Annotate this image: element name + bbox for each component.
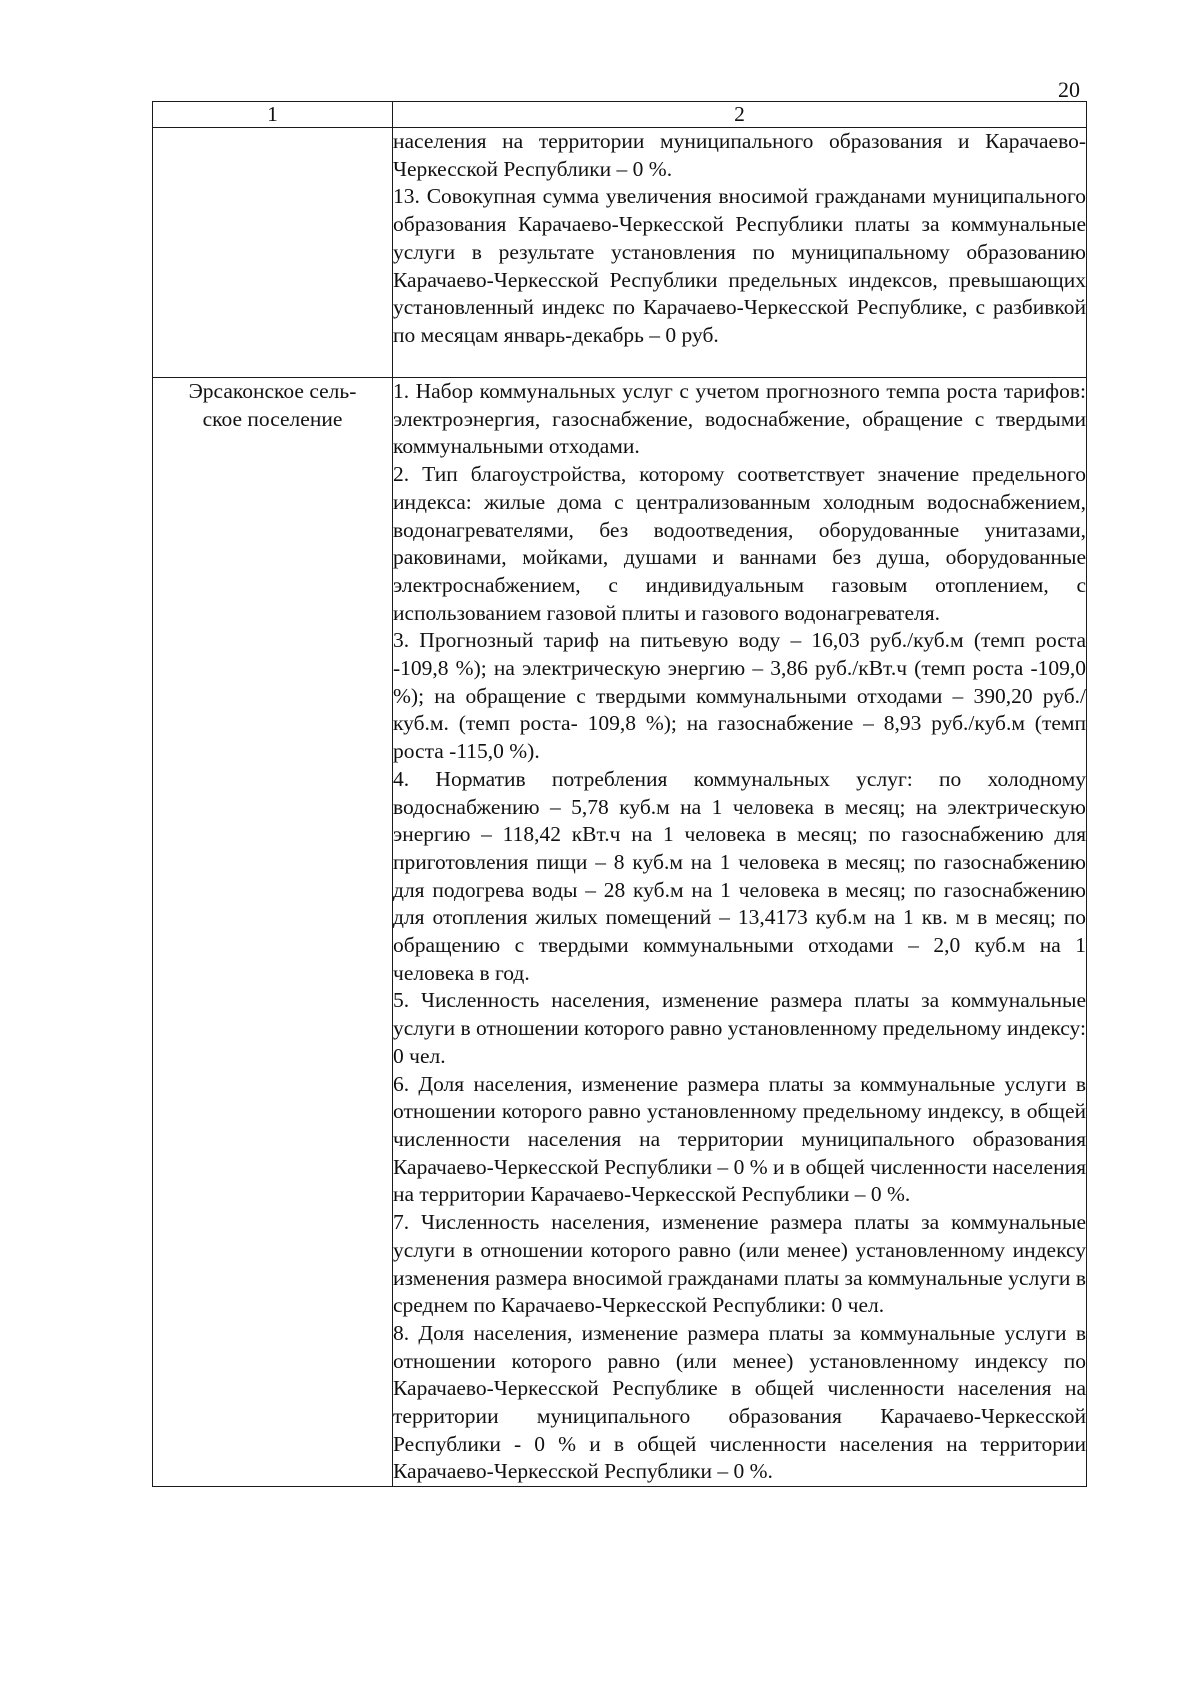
- paragraph-item-5: 5. Численность населения, изменение размера платы за коммунальные услуги в отношении которого равно установленному предельному индексу: 0 чел.: [393, 988, 1086, 1068]
- table-row: [153, 128, 1087, 378]
- municipality-cell: [153, 128, 393, 378]
- column-header-2: 2: [393, 102, 1087, 128]
- paragraph-item-13: 13. Совокупная сумма увеличения вносимой гражданами муниципального образования Карачаево-Черкесской Республики платы за коммунальные услуги в результате установления по муниципальному образованию Карачаево-Черкесской Республики предельных индексов, превышающих установленный индекс по Карачаево-Черкесской Республике, с разбивкой по месяцам январь-декабрь – 0 руб.: [393, 184, 1086, 347]
- page-number: 20: [1058, 77, 1080, 102]
- paragraph-item-7: 7. Численность населения, изменение размера платы за коммунальные услуги в отношении которого равно (или менее) установленному индексу изменения размера вносимой гражданами платы за коммунальные услуги в среднем по Карачаево-Черкесской Республики: 0 чел.: [393, 1210, 1086, 1318]
- paragraph-item-4: 4. Норматив потребления коммунальных услуг: по холодному водоснабжению – 5,78 куб.м на 1 человека в месяц; на электрическую энергию – 118,42 кВт.ч на 1 человека в месяц; по газоснабжению для приготовления пищи – 8 куб.м на 1 человека в месяц; по газоснабжению для подогрева воды – 28 куб.м на 1 человека в месяц; по газоснабжению для отопления жилых помещений – 13,4173 куб.м на 1 кв. м в месяц; по обращению с твердыми коммунальными отходами – 2,0 куб.м на 1 человека в год.: [393, 766, 1086, 985]
- column-header-1: 1: [153, 102, 393, 128]
- paragraph-item-6: 6. Доля населения, изменение размера платы за коммунальные услуги в отношении которого равно установленному предельному индексу, в общей численности населения на территории муниципального образования Карачаево-Черкесской Республики – 0 % и в общей численности населения на территории Карачаево-Черкесской Республики – 0 %.: [393, 1071, 1086, 1207]
- details-cell: [393, 378, 1087, 1487]
- municipality-cell: [153, 378, 393, 1487]
- municipality-name-line-1: Эрсаконское сель-: [188, 379, 357, 403]
- paragraph-item-2: 2. Тип благоустройства, которому соответствует значение предельного индекса: жилые дома с централизованным холодным водоснабжением, водонагревателями, без водоотведения, оборудованные унитазами, раковинами, мойками, душами и ваннами без душа, оборудованные электроснабжением, с индивидуальным газовым отоплением, с использованием газовой плиты и газового водонагревателя.: [393, 462, 1086, 625]
- paragraph-item-8: 8. Доля населения, изменение размера платы за коммунальные услуги в отношении которого равно (или менее) установленному индексу по Карачаево-Черкесской Республике в общей численности населения на территории муниципального образования Карачаево-Черкесской Республики - 0 % и в общей численности населения на территории Карачаево-Черкесской Республики – 0 %.: [393, 1320, 1086, 1484]
- municipality-name-line-2: ское поселение: [202, 406, 343, 431]
- table-row: [153, 378, 1087, 1487]
- paragraph-continuation: населения на территории муниципального образования и Карачаево-Черкесской Республики – 0 %.: [393, 129, 1086, 181]
- paragraph-item-3: 3. Прогнозный тариф на питьевую воду – 16,03 руб./куб.м (темп роста -109,8 %); на электрическую энергию – 3,86 руб./кВт.ч (темп роста -109,0 %); на обращение с твердыми коммунальными отходами – 390,20 руб./куб.м. (темп роста- 109,8 %); на газоснабжение – 8,93 руб./куб.м (темп роста -115,0 %).: [393, 628, 1086, 764]
- table-header-row: [153, 102, 1087, 128]
- document-table: [152, 101, 1087, 1487]
- paragraph-item-1: 1. Набор коммунальных услуг с учетом прогнозного темпа роста тарифов: электроэнергия, газоснабжение, водоснабжение, обращение с твердыми коммунальными отходами.: [393, 379, 1086, 459]
- details-cell: [393, 128, 1087, 378]
